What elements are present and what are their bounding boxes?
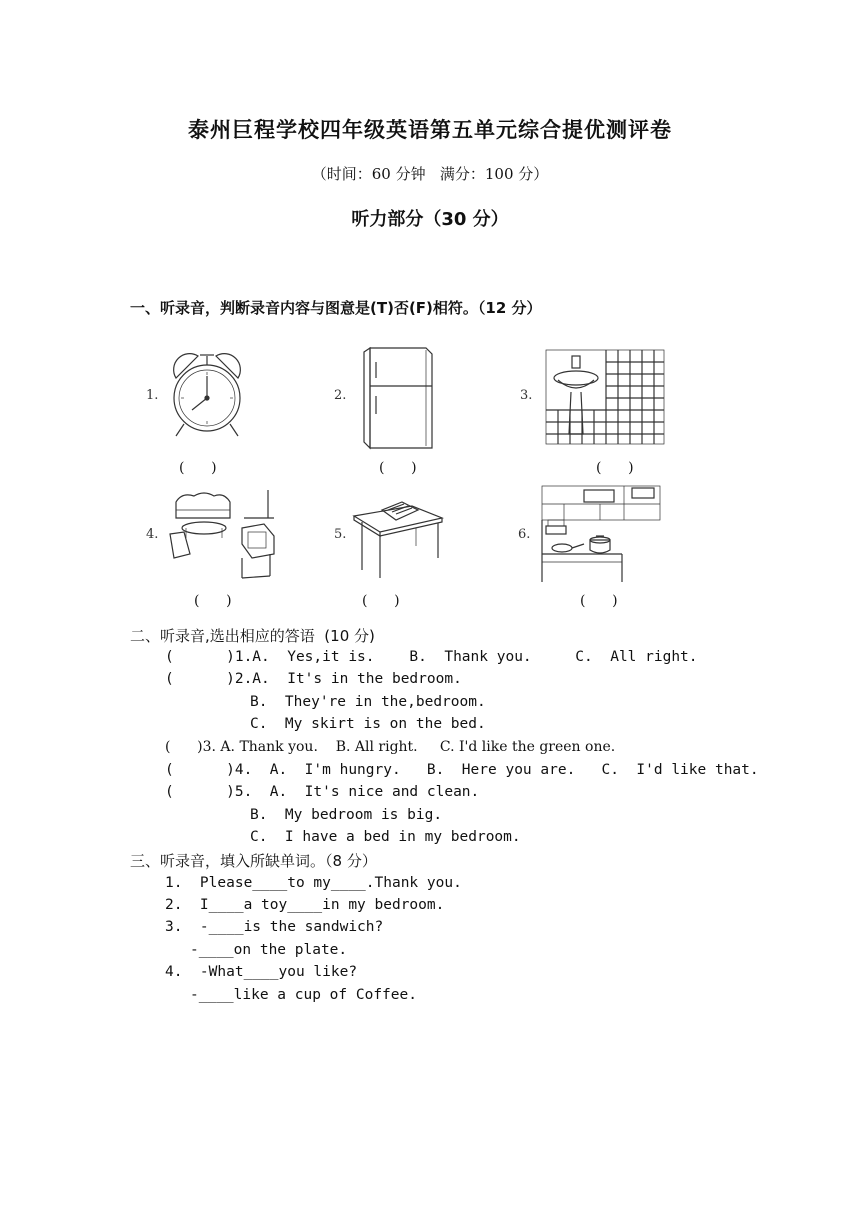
alarm-clock-icon xyxy=(162,348,252,440)
answer-blank-2[interactable]: ( ) xyxy=(379,460,417,476)
fill-line-1: 1. Please____to my____.Thank you. xyxy=(165,875,462,891)
picture-number-1: 1. xyxy=(146,388,159,403)
picture-number-4: 4. xyxy=(146,527,159,542)
fill-line-3: 3. -____is the sandwich? xyxy=(165,919,384,935)
section-2-heading: 二、听录音,选出相应的答语 (10 分) xyxy=(130,627,375,645)
choice-line-5: ( )5. A. It's nice and clean. xyxy=(165,784,480,800)
choice-line-4: ( )4. A. I'm hungry. B. Here you are. C. I'd like that. xyxy=(165,762,759,778)
exam-time-and-score: （时间：60 分钟 满分：100 分） xyxy=(311,165,549,183)
choice-line-3: ( )3. A. Thank you. B. All right. C. I'd like the green one. xyxy=(165,739,616,755)
choice-line-1: ( )1.A. Yes,it is. B. Thank you. C. All right. xyxy=(165,649,698,665)
fill-line-4b: -____like a cup of Coffee. xyxy=(190,987,417,1003)
fill-line-4: 4. -What____you like? xyxy=(165,964,358,980)
answer-blank-5[interactable]: ( ) xyxy=(362,593,400,609)
table-icon xyxy=(350,490,446,580)
fill-line-2: 2. I____a toy____in my bedroom. xyxy=(165,897,445,913)
picture-number-5: 5. xyxy=(334,527,347,542)
fill-line-3b: -____on the plate. xyxy=(190,942,348,958)
choice-line-2b: B. They're in the,bedroom. xyxy=(250,694,486,710)
answer-blank-6[interactable]: ( ) xyxy=(580,593,618,609)
page-title: 泰州巨程学校四年级英语第五单元综合提优测评卷 xyxy=(188,118,672,142)
answer-blank-1[interactable]: ( ) xyxy=(179,460,217,476)
bathroom-icon xyxy=(544,348,666,446)
section-1-heading: 一、听录音，判断录音内容与图意是(T)否(F)相符。（12 分） xyxy=(130,299,542,317)
part-heading: 听力部分（30 分） xyxy=(351,209,509,230)
choice-line-5b: B. My bedroom is big. xyxy=(250,807,443,823)
answer-blank-4[interactable]: ( ) xyxy=(194,593,232,609)
kitchen-icon xyxy=(540,484,666,584)
picture-number-3: 3. xyxy=(520,388,533,403)
section-3-heading: 三、听录音，填入所缺单词。（8 分） xyxy=(130,852,377,870)
choice-line-2: ( )2.A. It's in the bedroom. xyxy=(165,671,462,687)
answer-blank-3[interactable]: ( ) xyxy=(596,460,634,476)
fridge-icon xyxy=(356,342,440,454)
choice-line-2c: C. My skirt is on the bed. xyxy=(250,716,486,732)
picture-number-2: 2. xyxy=(334,388,347,403)
picture-number-6: 6. xyxy=(518,527,531,542)
living-room-icon xyxy=(164,488,276,580)
choice-line-5c: C. I have a bed in my bedroom. xyxy=(250,829,521,845)
